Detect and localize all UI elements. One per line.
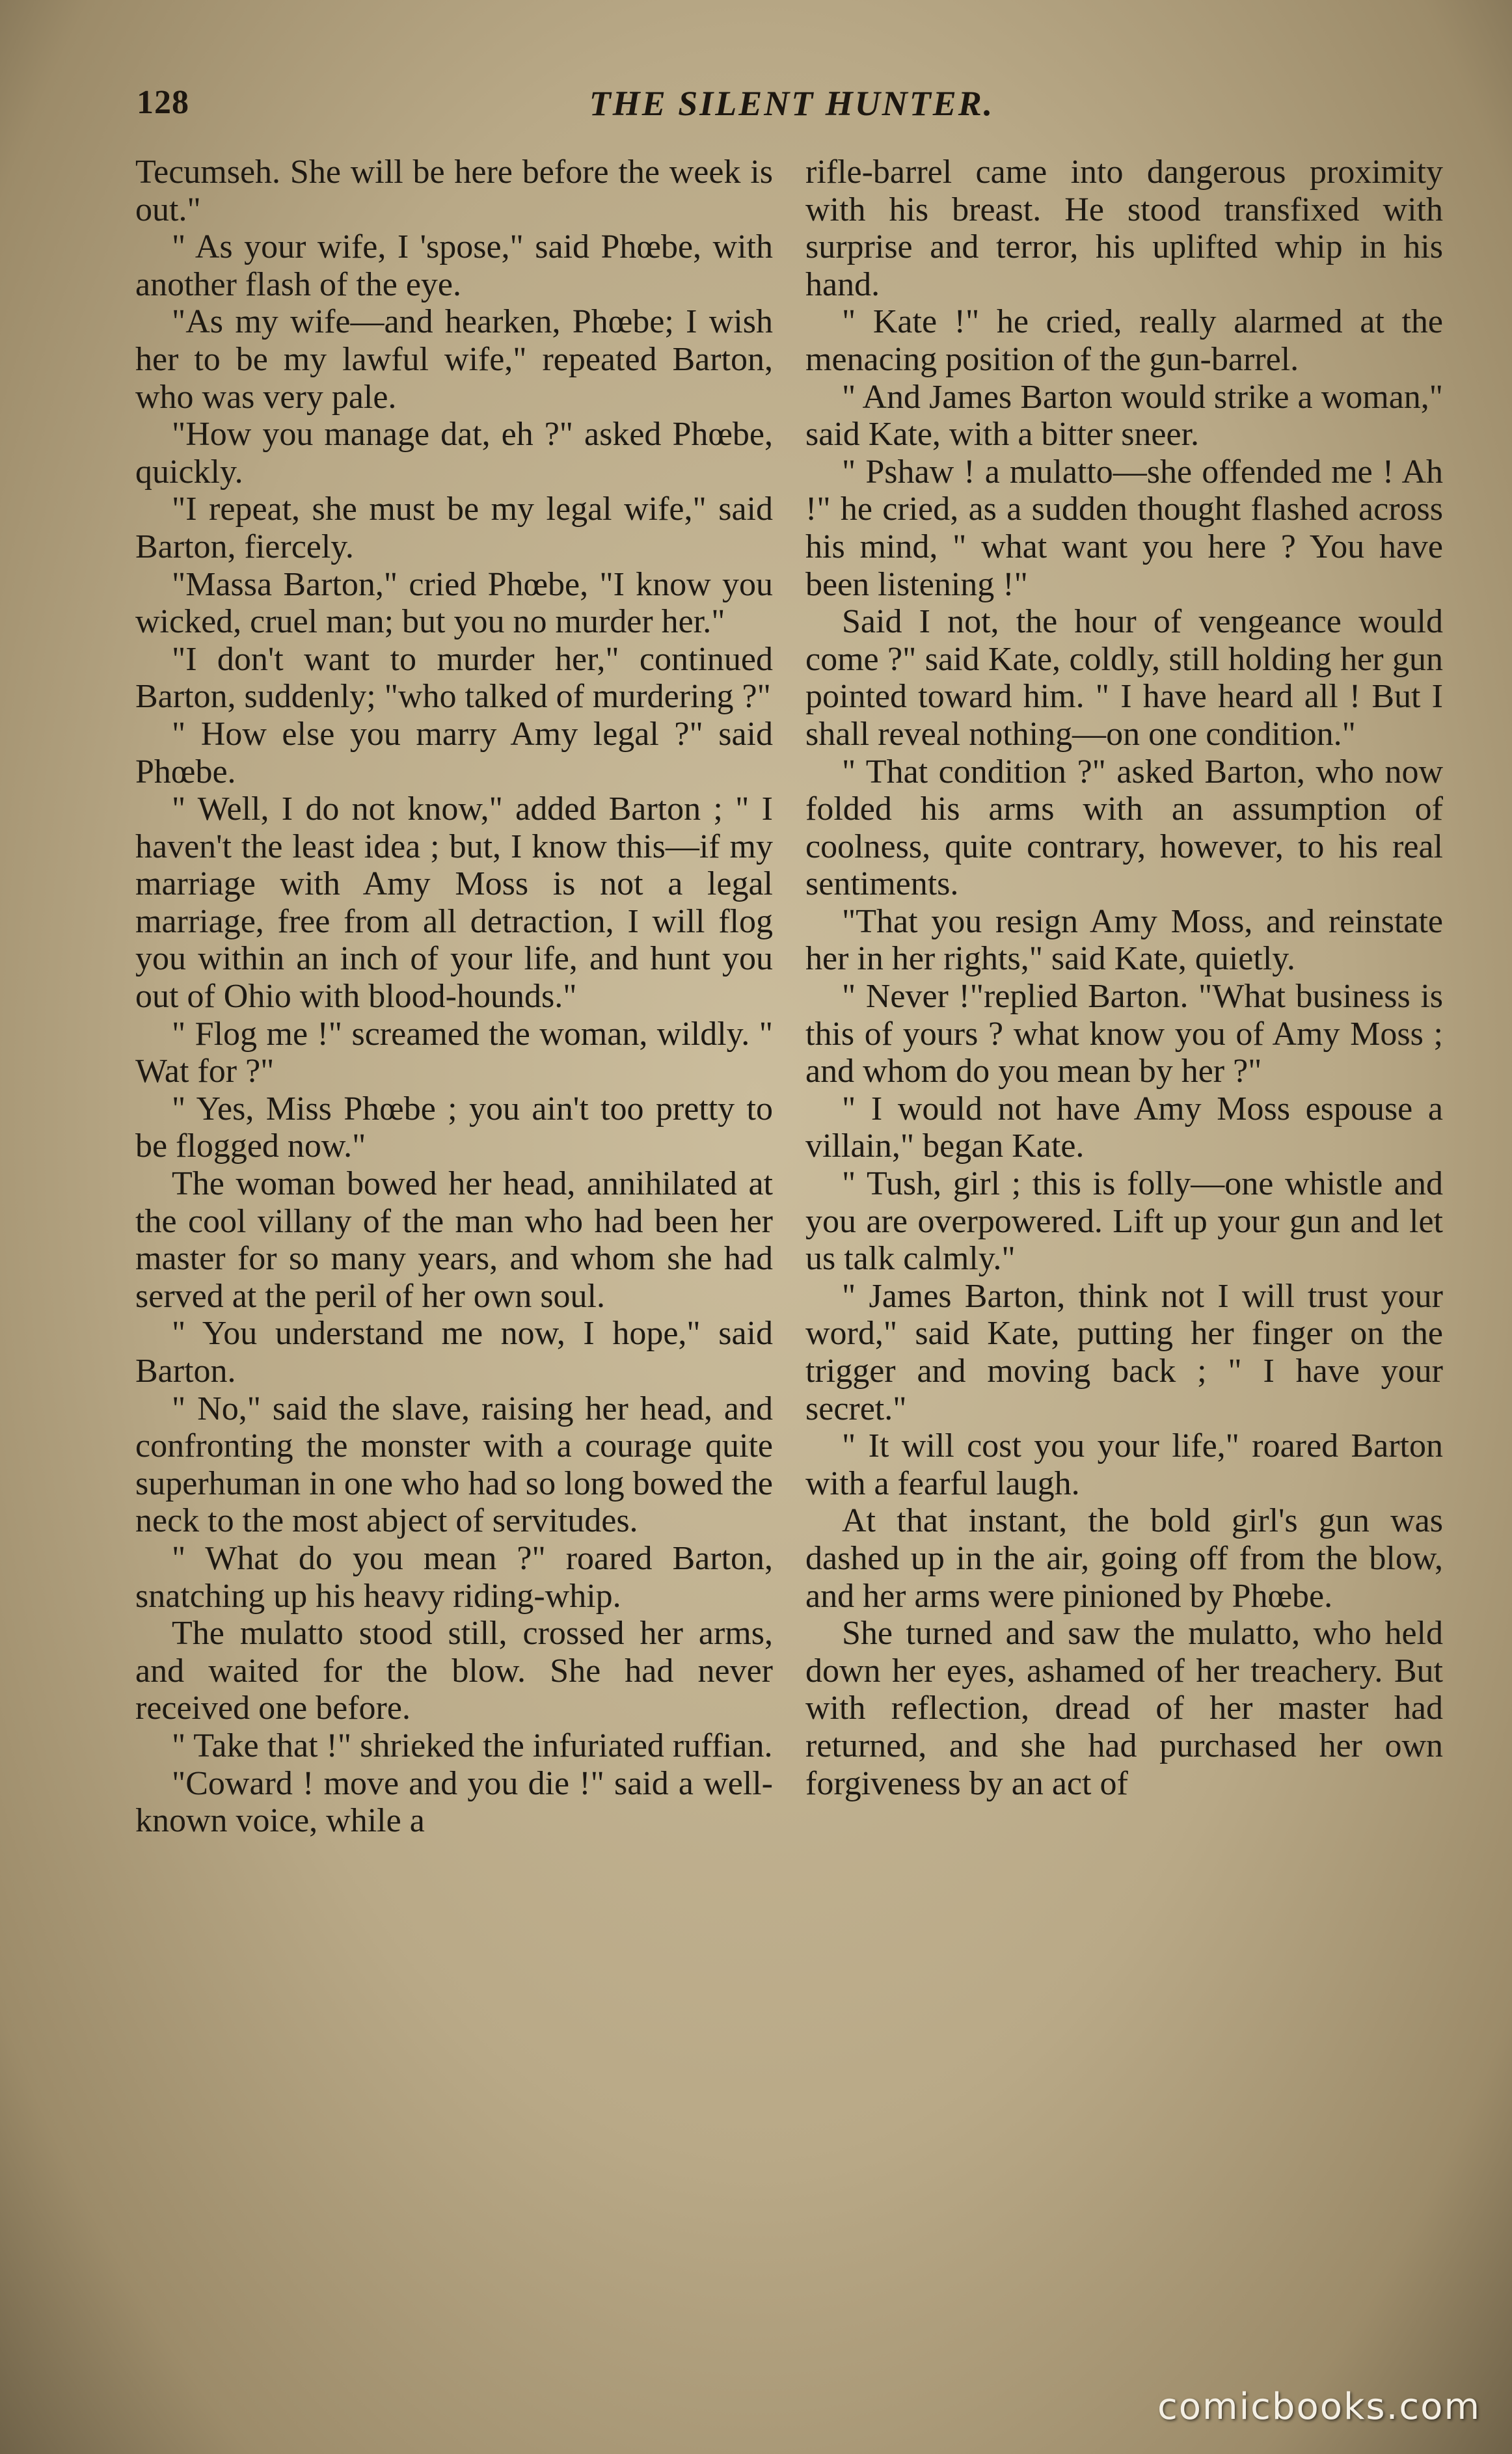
paragraph: " I would not have Amy Moss espouse a villain," began Kate. (805, 1090, 1443, 1165)
paragraph: rifle-barrel came into dangerous proximity with his breast. He stood transfixed with surprise and terror, his uplifted whip in his hand. (805, 154, 1443, 303)
paragraph: Tecumseh. She will be here before the week is out." (135, 154, 773, 228)
paragraph: " James Barton, think not I will trust your word," said Kate, putting her finger on the trigger and moving back ; " I have your secret." (805, 1277, 1443, 1427)
paragraph: "Coward ! move and you die !" said a well-known voice, while a (135, 1764, 773, 1840)
paragraph: At that instant, the bold girl's gun was dashed up in the air, going off from the blow, and her arms were pinioned by Phœbe. (805, 1502, 1443, 1615)
running-title: THE SILENT HUNTER. (589, 84, 995, 123)
site-watermark: comicbooks.com (1157, 2386, 1481, 2428)
paragraph: " Flog me !" screamed the woman, wildly. " Wat for ?" (135, 1015, 773, 1090)
page-number: 128 (137, 84, 189, 121)
paragraph: " What do you mean ?" roared Barton, snatching up his heavy riding-whip. (135, 1539, 773, 1615)
paragraph: " It will cost you your life," roared Barton with a fearful laugh. (805, 1427, 1443, 1502)
paragraph: " How else you marry Amy legal ?" said Phœbe. (135, 715, 773, 790)
paragraph: " As your wife, I 'spose," said Phœbe, with another flash of the eye. (135, 228, 773, 303)
paragraph: "Massa Barton," cried Phœbe, "I know you wicked, cruel man; but you no murder her." (135, 565, 773, 641)
paragraph: " Pshaw ! a mulatto—she offended me ! Ah !" he cried, as a sudden thought flashed across his mind, " what want you here ? You have been listening !" (805, 453, 1443, 603)
paragraph: "That you resign Amy Moss, and reinstate her in her rights," said Kate, quietly. (805, 902, 1443, 978)
paragraph: "I repeat, she must be my legal wife," said Barton, fiercely. (135, 491, 773, 565)
paragraph: " And James Barton would strike a woman," said Kate, with a bitter sneer. (805, 378, 1443, 453)
paragraph: "I don't want to murder her," continued Barton, suddenly; "who talked of murdering ?" (135, 640, 773, 716)
page-header (137, 83, 1447, 135)
paragraph: " Yes, Miss Phœbe ; you ain't too pretty to be flogged now." (135, 1090, 773, 1165)
paragraph: Said I not, the hour of vengeance would come ?" said Kate, coldly, still holding her gun pointed toward him. " I have heard all ! But I shall reveal nothing—on one condition." (805, 603, 1443, 753)
paragraph: " Kate !" he cried, really alarmed at the menacing position of the gun-barrel. (805, 303, 1443, 378)
paragraph: " Never !"replied Barton. "What business is this of yours ? what know you of Amy Moss ; and whom do you mean by her ?" (805, 978, 1443, 1090)
paragraph: " Tush, girl ; this is folly—one whistle and you are overpowered. Lift up your gun and let us talk calmly." (805, 1165, 1443, 1278)
paragraph: She turned and saw the mulatto, who held down her eyes, ashamed of her treachery. But with reflection, dread of her master had returned, and she had purchased her own forgiveness by an act of (805, 1615, 1443, 1802)
text-column-left (135, 154, 773, 2333)
paragraph: "How you manage dat, eh ?" asked Phœbe, quickly. (135, 416, 773, 491)
paragraph: " That condition ?" asked Barton, who now folded his arms with an assumption of coolness, quite contrary, however, to his real sentiments. (805, 753, 1443, 903)
paragraph: The woman bowed her head, annihilated at the cool villany of the man who had been her master for so many years, and whom she had served at the peril of her own soul. (135, 1165, 773, 1315)
paragraph: " Take that !" shrieked the infuriated ruffian. (172, 1727, 773, 1764)
text-column-right (805, 154, 1443, 2333)
paragraph: " Well, I do not know," added Barton ; " I haven't the least idea ; but, I know this—if my marriage with Amy Moss is not a legal marriage, free from all detraction, I will flog you within an inch of your life, and hunt you out of Ohio with blood-hounds." (135, 790, 773, 1016)
paragraph: The mulatto stood still, crossed her arms, and waited for the blow. She had never received one before. (135, 1615, 773, 1727)
paragraph: " You understand me now, I hope," said Barton. (135, 1315, 773, 1390)
paragraph: " No," said the slave, raising her head, and confronting the monster with a courage quite superhuman in one who had so long bowed the neck to the most abject of servitudes. (135, 1390, 773, 1540)
paragraph: "As my wife—and hearken, Phœbe; I wish her to be my lawful wife," repeated Barton, who was very pale. (135, 303, 773, 416)
